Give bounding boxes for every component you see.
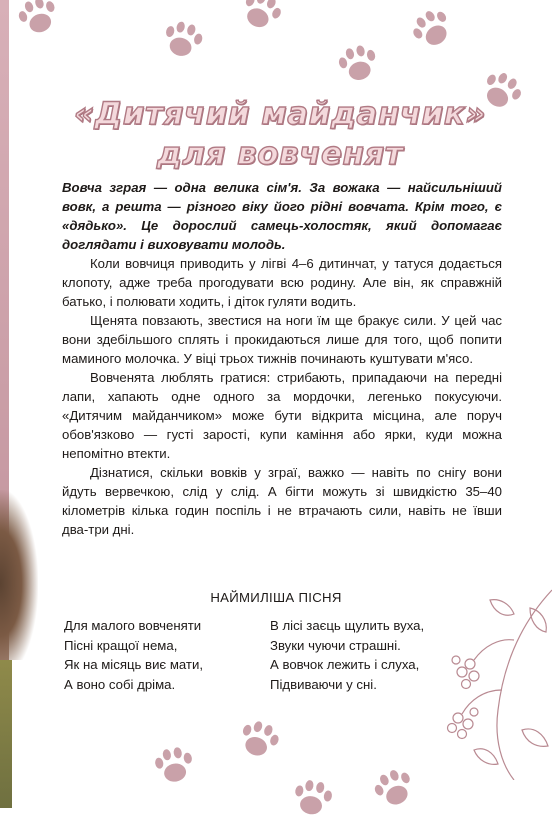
page-title: «Дитячий майданчик»: [74, 96, 486, 132]
paragraph: Вовченята люблять гратися: стрибають, припадаючи на передні лапи, хапають одне одного за мордочки, легенько покусуючи. «Дитячим майданчиком» може бути відкрита місцина, але поруч обов'язково — густі зарості, купи каміння або ярки, куди можна непомітно втекти.: [62, 370, 502, 461]
paragraph: Щенята повзають, звестися на ноги їм ще бракує сили. У цей час вони здебільшого сплять і прокидаються лише для того, щоб попити маминого молочка. У віці трьох тижнів починають куштувати м'ясо.: [62, 313, 502, 366]
paw-print-icon: [287, 776, 345, 824]
verse-line: Звуки чуючи страшні.: [270, 637, 401, 653]
verse-line: Пісні кращої нема,: [64, 637, 178, 653]
verse-line: Як на місяць виє мати,: [64, 657, 204, 672]
paragraph: Коли вовчиця приводить у лігві 4–6 дитинчат, у татуся додається клопоту, адже треба прогодувати всю родину. Але він, як справжній батько, і полювати ходить, і діток гуляти водить.: [62, 256, 502, 309]
verse-line: Підвиваючи у сні.: [270, 676, 377, 692]
song-stanza-2: [270, 616, 424, 694]
paragraph: Дізнатися, скільки вовків у зграї, важко — навіть по снігу вони йдуть вервечкою, слід у слід. А бігти можуть зі швидкістю 35–40 кілометрів кілька годин поспіль і не втрачають сили, навіть не ївши два-три дні.: [62, 465, 502, 537]
song-stanza-1: [64, 616, 203, 694]
verse-line: В лісі заєць щулить вуха,: [270, 618, 425, 633]
verse-line: А вовчок лежить і слуха,: [270, 657, 420, 672]
intro-paragraph: Вовча зграя — одна велика сім'я. За вожака — найсильніший вовк, а решта — різного віку його рідні вовчата. Крім того, є «дядько». Це дорослий самець-холостяк, який допомагає доглядати і виховувати молодь.: [62, 180, 502, 252]
paw-print-icon: [366, 759, 430, 817]
wolf-photo-fragment: [0, 490, 38, 660]
article-body: [62, 254, 502, 539]
page-subtitle: для вовченят: [156, 136, 404, 172]
paw-print-icon: [403, 0, 469, 59]
verse-line: Для малого вовченяти: [64, 618, 202, 633]
paw-print-icon: [231, 714, 294, 769]
song-title: НАЙМИЛІША ПІСНЯ: [210, 590, 342, 605]
berry-branch-icon: [444, 580, 552, 780]
verse-line: А воно собі дріма.: [64, 676, 176, 692]
paw-print-icon: [156, 16, 217, 68]
paw-print-icon: [11, 0, 74, 44]
grass-photo-fragment: [0, 660, 12, 808]
paw-print-icon: [332, 38, 393, 90]
paw-print-icon: [232, 0, 296, 43]
paw-print-icon: [149, 742, 207, 790]
